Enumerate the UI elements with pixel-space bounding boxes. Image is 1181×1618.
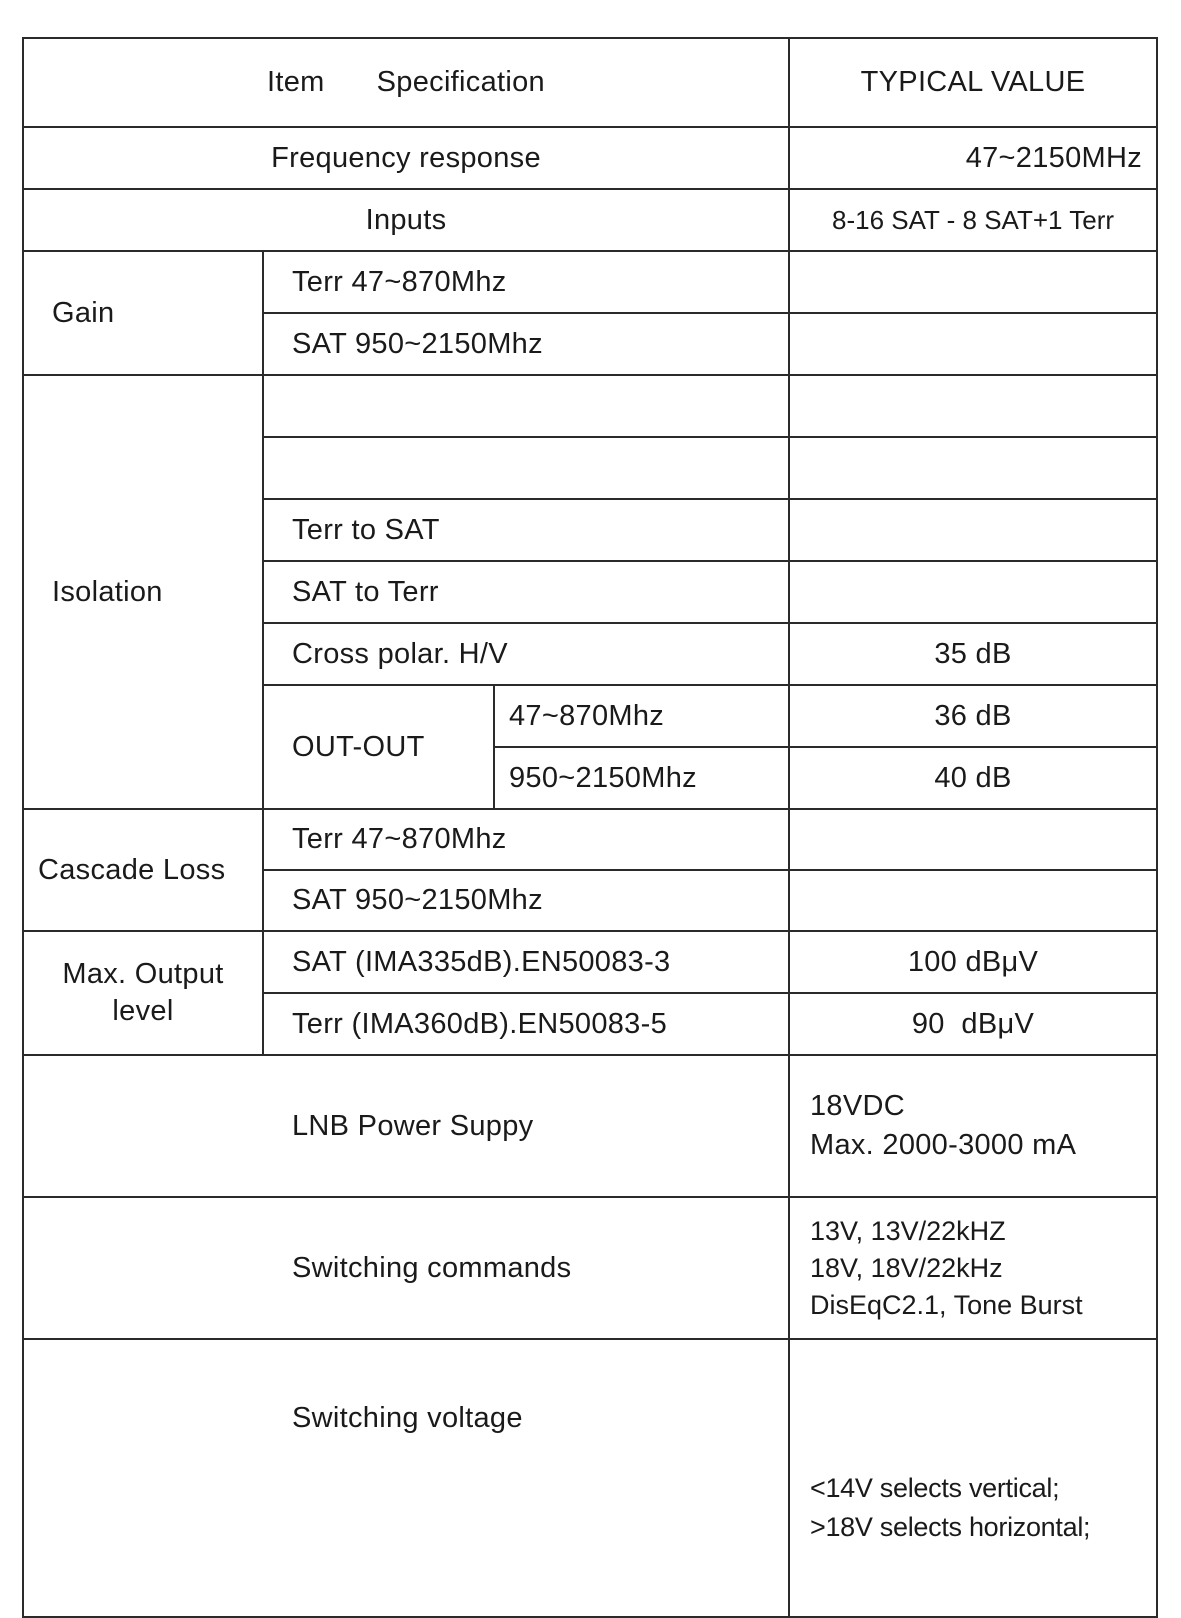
switching-voltage-value-line2: >18V selects horizontal; — [810, 1512, 1091, 1542]
max-output-label-line1: Max. Output — [62, 958, 224, 990]
table-row-inputs — [23, 189, 1157, 251]
switching-voltage-value — [789, 1339, 1157, 1617]
isolation-label: Isolation — [23, 375, 263, 809]
header-item-spec-cell — [23, 38, 789, 127]
header-specification-label: Specification — [376, 66, 545, 98]
isolation-value-empty-2 — [789, 437, 1157, 499]
specification-table — [22, 37, 1158, 1618]
gain-terr-spec: Terr 47~870Mhz — [263, 251, 789, 313]
out-out-terr-band: 47~870Mhz — [494, 685, 789, 747]
switching-voltage-value-line1: <14V selects vertical; — [810, 1473, 1060, 1503]
out-out-sat-value: 40 dB — [789, 747, 1157, 809]
switching-commands-value-line3: DisEqC2.1, Tone Burst — [810, 1289, 1083, 1320]
table-row-isolation-empty-1 — [23, 375, 1157, 437]
table-row-frequency-response — [23, 127, 1157, 189]
isolation-spec-empty-2 — [263, 437, 789, 499]
cascade-terr-spec: Terr 47~870Mhz — [263, 809, 789, 870]
isolation-value-empty-1 — [789, 375, 1157, 437]
isolation-terr-to-sat-spec: Terr to SAT — [263, 499, 789, 561]
isolation-cross-polar-value: 35 dB — [789, 623, 1157, 685]
frequency-response-value: 47~2150MHz — [789, 127, 1157, 189]
table-row-cascade-terr — [23, 809, 1157, 870]
max-output-label-line2: level — [112, 995, 174, 1027]
isolation-sat-to-terr-spec: SAT to Terr — [263, 561, 789, 623]
header-typical-value-label: TYPICAL VALUE — [789, 38, 1157, 127]
inputs-label: Inputs — [23, 189, 789, 251]
switching-commands-label: Switching commands — [23, 1197, 789, 1339]
table-row-max-output-sat — [23, 931, 1157, 993]
table-row-switching-voltage — [23, 1339, 1157, 1617]
gain-terr-value — [789, 251, 1157, 313]
cascade-terr-value — [789, 809, 1157, 870]
gain-sat-value — [789, 313, 1157, 375]
frequency-response-label: Frequency response — [23, 127, 789, 189]
isolation-terr-to-sat-value — [789, 499, 1157, 561]
lnb-power-value-line2: Max. 2000-3000 mA — [810, 1129, 1077, 1161]
gain-sat-spec: SAT 950~2150Mhz — [263, 313, 789, 375]
switching-voltage-label: Switching voltage — [23, 1339, 789, 1617]
switching-commands-value — [789, 1197, 1157, 1339]
lnb-power-label: LNB Power Suppy — [23, 1055, 789, 1197]
inputs-value: 8-16 SAT - 8 SAT+1 Terr — [789, 189, 1157, 251]
switching-commands-value-line1: 13V, 13V/22kHZ — [810, 1215, 1006, 1246]
max-output-sat-value: 100 dBμV — [789, 931, 1157, 993]
table-row-gain-terr — [23, 251, 1157, 313]
table-row-switching-commands — [23, 1197, 1157, 1339]
max-output-terr-spec: Terr (IMA360dB).EN50083-5 — [263, 993, 789, 1055]
out-out-sat-band: 950~2150Mhz — [494, 747, 789, 809]
header-item-label: Item — [267, 66, 325, 98]
out-out-terr-value: 36 dB — [789, 685, 1157, 747]
lnb-power-value-line1: 18VDC — [810, 1090, 905, 1122]
cascade-sat-value — [789, 870, 1157, 931]
switching-commands-value-line2: 18V, 18V/22kHz — [810, 1252, 1003, 1283]
cascade-loss-label: Cascade Loss — [23, 809, 263, 931]
cascade-sat-spec: SAT 950~2150Mhz — [263, 870, 789, 931]
max-output-label — [23, 931, 263, 1055]
isolation-spec-empty-1 — [263, 375, 789, 437]
lnb-power-value — [789, 1055, 1157, 1197]
out-out-label: OUT-OUT — [263, 685, 494, 809]
table-row-lnb-power — [23, 1055, 1157, 1197]
isolation-cross-polar-spec: Cross polar. H/V — [263, 623, 789, 685]
header-row — [23, 38, 1157, 127]
max-output-terr-value: 90 dBμV — [789, 993, 1157, 1055]
gain-label: Gain — [23, 251, 263, 375]
max-output-sat-spec: SAT (IMA335dB).EN50083-3 — [263, 931, 789, 993]
isolation-sat-to-terr-value — [789, 561, 1157, 623]
